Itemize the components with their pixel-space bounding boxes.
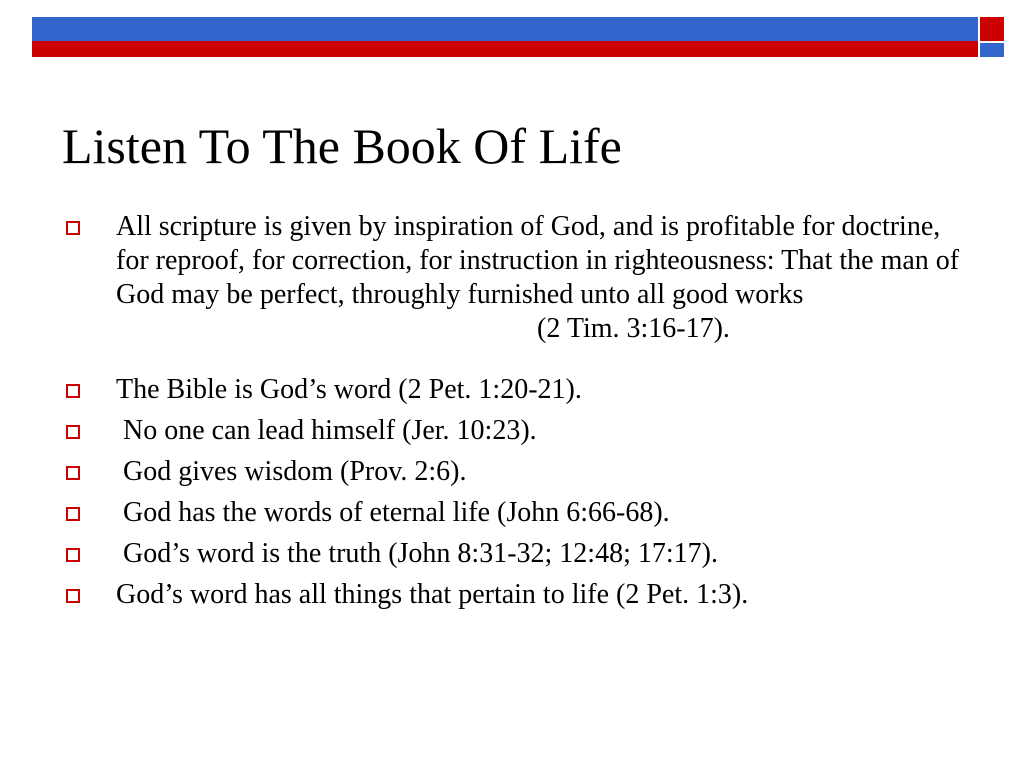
hollow-square-icon [66, 221, 80, 235]
bullet-item [64, 496, 964, 530]
bullet-item [64, 373, 964, 407]
hollow-square-icon [66, 548, 80, 562]
header-blue-bar [32, 17, 978, 41]
bullet-text: God has the words of eternal life (John 6:66-68). [116, 497, 670, 528]
header-corner-blue-square [980, 43, 1004, 57]
hollow-square-icon [66, 384, 80, 398]
bullet-item [64, 578, 964, 612]
slide-title: Listen To The Book Of Life [62, 118, 622, 174]
hollow-square-icon [66, 589, 80, 603]
hollow-square-icon [66, 507, 80, 521]
header-corner-red-square [980, 17, 1004, 41]
bullet-text: God’s word has all things that pertain to life (2 Pet. 1:3). [116, 579, 749, 610]
bullet-item [64, 414, 964, 448]
bullet-item [64, 455, 964, 489]
bullet-text: All scripture is given by inspiration of God, and is profitable for doctrine, for reproof, for correction, for instruction in righteousness: That the man of God may be perfect, throughly furnished unto all good works [116, 211, 960, 310]
bullet-text: The Bible is God’s word (2 Pet. 1:20-21). [116, 374, 582, 405]
bullet-list [64, 210, 964, 619]
hollow-square-icon [66, 466, 80, 480]
hollow-square-icon [66, 425, 80, 439]
bullet-citation: (2 Tim. 3:16-17). [537, 313, 730, 344]
bullet-item-scripture [64, 210, 964, 346]
bullet-text: God gives wisdom (Prov. 2:6). [116, 456, 467, 487]
bullet-text: No one can lead himself (Jer. 10:23). [116, 415, 537, 446]
bullet-text: God’s word is the truth (John 8:31-32; 12:48; 17:17). [116, 538, 718, 569]
header-red-bar [32, 41, 978, 57]
bullet-item [64, 537, 964, 571]
